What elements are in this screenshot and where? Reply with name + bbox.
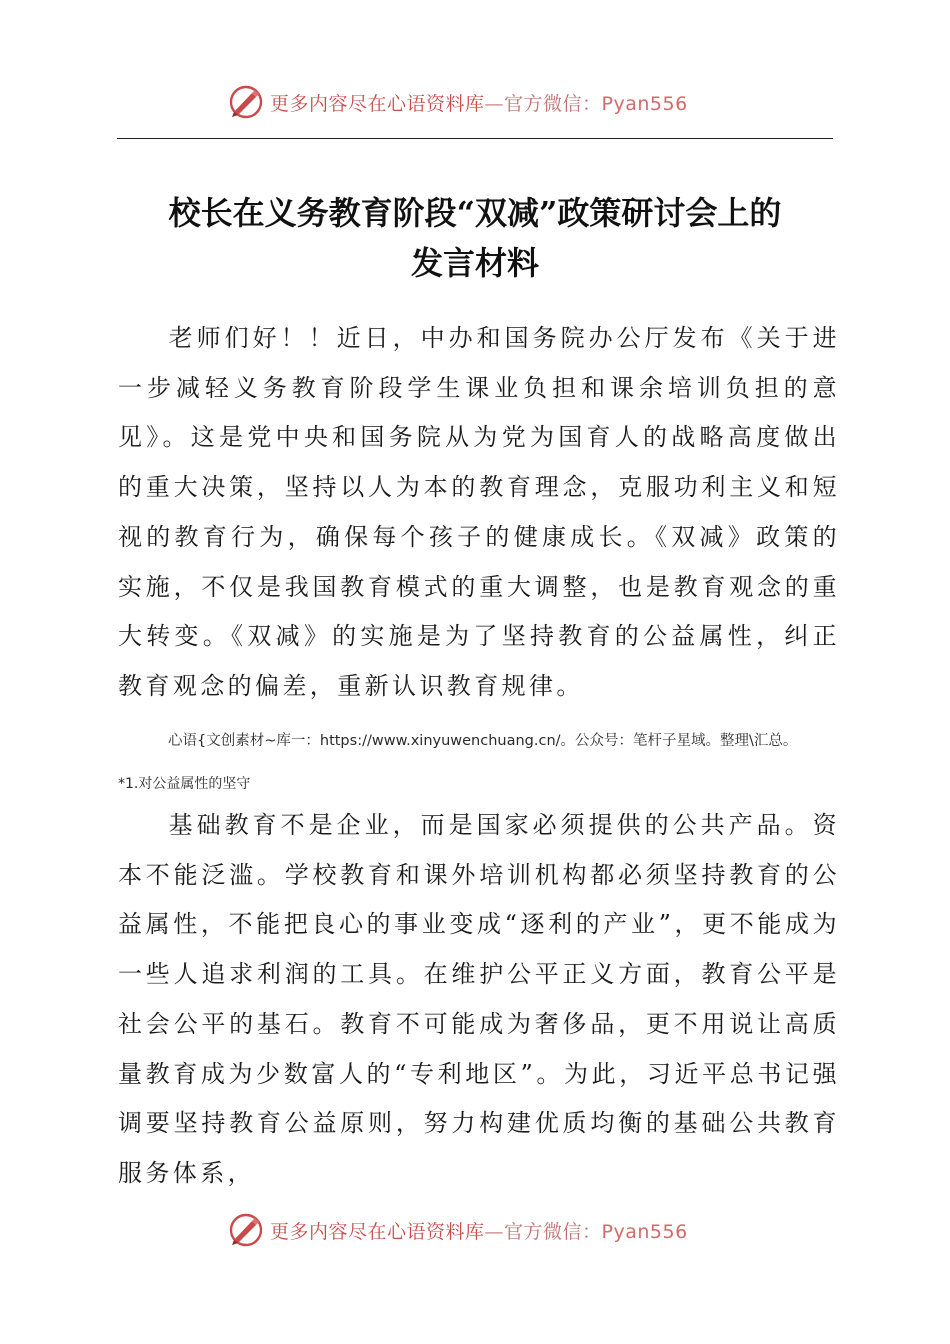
footer-banner [228,1210,748,1250]
body-paragraph-1 [118,314,840,712]
header-wechat-label: 官方微信： [504,92,602,115]
paragraph-2-text: 基础教育不是企业，而是国家必须提供的公共产品。资本不能泛滥。学校教育和课外培训机构都必须坚持教育的公益属性，不能把良心的事业变成“逐利的产业”，更不能成为一些人追求利润的工具。在维护公平正义方面，教育公平是社会公平的基石。教育不可能成为奢侈品，更不用说让高质量教育成为少数富人的“专利地区”。为此，习近平总书记强调要坚持教育公益原则，努力构建优质均衡的基础公共教育服务体系， [118,811,840,1187]
footer-brand-text: 更多内容尽在心语资料库 [270,1220,485,1243]
body-paragraph-2 [118,801,840,1199]
header-brand-text: 更多内容尽在心语资料库 [270,92,485,115]
pen-logo-icon [228,1212,264,1248]
paragraph-1-text: 老师们好！！近日，中办和国务院办公厅发布《关于进一步减轻义务教育阶段学生课业负担和课余培训负担的意见》。这是党中央和国务院从为党为国育人的战略高度做出的重大决策，坚持以人为本的教育理念，克服功利主义和短视的教育行为，确保每个孩子的健康成长。《双减》政策的实施，不仅是我国教育模式的重大调整，也是教育观念的重大转变。《双减》的实施是为了坚持教育的公益属性，纠正教育观念的偏差，重新认识教育规律。 [118,324,840,700]
title-line-2: 发言材料 [410,244,539,282]
footer-dash: — [484,1220,505,1243]
header-text [270,89,688,116]
header-dash: — [484,92,505,115]
pen-logo-icon [228,84,264,120]
document-title [100,188,850,288]
footer-wechat-label: 官方微信： [504,1220,602,1243]
title-line-1: 校长在义务教育阶段“双减”政策研讨会上的 [168,194,782,232]
header-wechat-id: Pyan556 [601,92,688,115]
footer-text [270,1217,688,1244]
footer-wechat-id: Pyan556 [601,1220,688,1243]
source-note: 心语{文创素材~库一：https://www.xinyuwenchuang.cn/。公众号：笔杆子星域。整理\汇总。 [168,733,798,749]
header-banner [228,82,748,122]
section-subheading: *1.对公益属性的坚守 [118,776,251,792]
header-divider [117,138,833,139]
